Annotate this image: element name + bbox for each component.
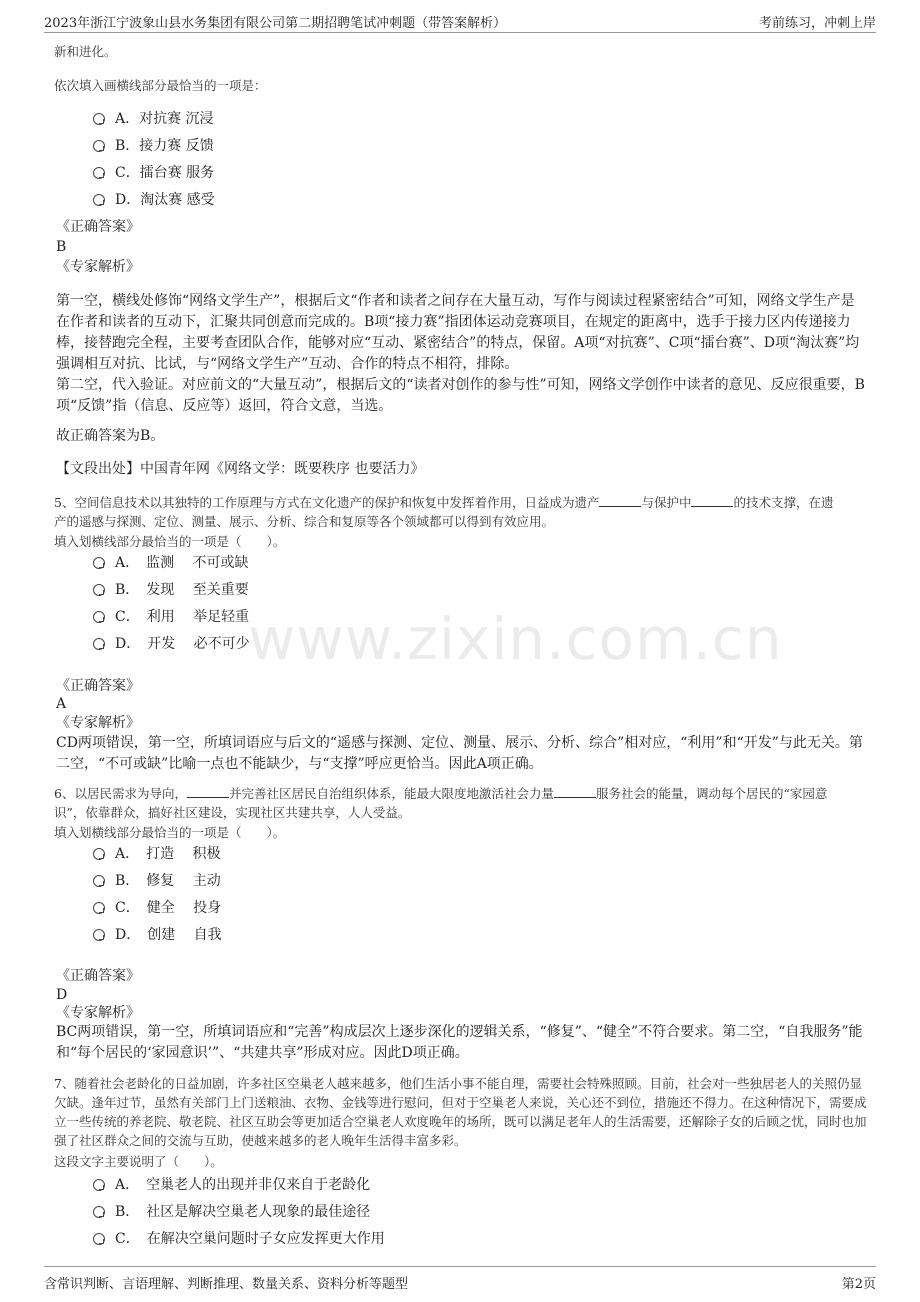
page-footer [44,1266,876,1293]
q4-option-c[interactable]: C．擂台赛 服务 [93,163,393,183]
q4-option-a[interactable]: A．对抗赛 沉浸 [93,109,393,129]
radio-icon[interactable] [93,902,105,914]
page-header [44,10,876,33]
q4-prompt: 依次填入画横线部分最恰当的一项是： [54,78,267,93]
radio-icon[interactable] [93,1179,105,1191]
radio-icon[interactable] [93,638,105,650]
q5-prompt: 填入划横线部分最恰当的一项是（ ）。 [54,534,286,549]
q6-analysis: BC两项错误，第一空，所填词语应和“完善”构成层次上逐步深化的逻辑关系，“修复”、“健全”不符合要求。第二空，“自我服务”能和“每个居民的‘家园意识’”、“共建共享”形成对应。因此D项正确。 [56,1024,863,1061]
q4-answer-label: 《正确答案》 [56,219,140,235]
q6-option-d[interactable]: D． 创建 自我 [93,925,393,945]
q5-option-d[interactable]: D． 开发 必不可少 [93,634,393,654]
q5-stem: 5、空间信息技术以其独特的工作原理与方式在文化遗产的保护和恢复中发挥着作用，日益成为遗产 与保护中 的技术支撑，在遗 产的遥感与探测、定位、测量、展示、分析、综合和复原等各个领域都可以得到有效应用。 [54,495,834,529]
blank [187,785,229,798]
q4-analysis-p2: 第二空，代入验证。对应前文的“大量互动”，根据后文的“读者对创作的参与性”可知，网络文学创作中读者的意见、反应很重要，B项“反馈”指（信息、反应等）返回，符合文意，当选。 [56,377,865,414]
radio-icon[interactable] [93,1206,105,1218]
blank [691,494,733,507]
radio-icon[interactable] [93,611,105,623]
q5-answer: A [56,696,67,712]
q7-prompt: 这段文字主要说明了（ ）。 [54,1154,223,1169]
q6-prompt: 填入划横线部分最恰当的一项是（ ）。 [54,825,286,840]
q5-analysis: CD两项错误，第一空，所填词语应与后文的“遥感与探测、定位、测量、展示、分析、综合”相对应，“利用”和“开发”与此无关。第二空，“不可或缺”比喻一点也不能缺少，与“支撑”呼应更恰当。因此A项正确。 [56,735,863,772]
q6-stem: 6、以居民需求为导向， 并完善社区居民自治组织体系，能最大限度地激活社会力量 服务社会的能量，调动每个居民的“家园意 识”，依靠群众，搞好社区建设，实现社区共建共享，人人受益。 [54,786,828,820]
radio-icon[interactable] [93,584,105,596]
q4-option-b[interactable]: B．接力赛 反馈 [93,136,393,156]
q5-analysis-label: 《专家解析》 [56,715,140,731]
radio-icon[interactable] [93,875,105,887]
q6-analysis-label: 《专家解析》 [56,1005,140,1021]
q5-option-b[interactable]: B． 发现 至关重要 [93,580,393,600]
radio-icon[interactable] [93,1233,105,1245]
header-slogan: 考前练习，冲刺上岸 [758,16,876,31]
q6-option-a[interactable]: A． 打造 积极 [93,844,393,864]
q4-analysis-label: 《专家解析》 [56,259,140,275]
q4-source: 【文段出处】中国青年网《网络文学：既要秩序 也要活力》 [56,461,425,477]
q5-answer-label: 《正确答案》 [56,678,140,694]
blank [599,494,641,507]
radio-icon[interactable] [93,140,105,152]
radio-icon[interactable] [93,848,105,860]
q4-conclusion: 故正确答案为B。 [56,428,165,444]
q5-option-c[interactable]: C． 利用 举足轻重 [93,607,393,627]
radio-icon[interactable] [93,167,105,179]
q6-option-b[interactable]: B． 修复 主动 [93,871,393,891]
q5-option-a[interactable]: A． 监测 不可或缺 [93,553,393,573]
blank [554,785,596,798]
q7-option-b[interactable]: B． 社区是解决空巢老人现象的最佳途径 [93,1202,493,1222]
q7-stem: 7、随着社会老龄化的日益加剧，许多社区空巢老人越来越多，他们生活小事不能自理，需要社会特殊照顾。目前，社会对一些独居老人的关照仍显欠缺。逢年过节，虽然有关部门上门送粮油、衣物、金钱等进行慰问，但对于空巢老人来说，关心还不到位，措施还不得力。在这种情况下，需要成立一些传统的养老院、敬老院、社区互助会等更加适合空巢老人欢度晚年的场所，既可以满足老年人的生活需要，还解除子女的后顾之忧，同时也加强了社区群众之间的交流与互助，使越来越多的老人晚年生活得丰富多彩。 [54,1076,867,1148]
q7-option-a[interactable]: A． 空巢老人的出现并非仅来自于老龄化 [93,1175,493,1195]
radio-icon[interactable] [93,557,105,569]
q6-answer-label: 《正确答案》 [56,968,140,984]
radio-icon[interactable] [93,929,105,941]
footer-topics: 含常识判断、言语理解、判断推理、数量关系、资料分析等题型 [44,1277,409,1292]
radio-icon[interactable] [93,194,105,206]
radio-icon[interactable] [93,113,105,125]
q6-option-c[interactable]: C． 健全 投身 [93,898,393,918]
q4-tail: 新和进化。 [54,44,117,59]
q4-analysis-p1: 第一空，横线处修饰“网络文学生产”，根据后文“作者和读者之间存在大量互动，写作与阅读过程紧密结合”可知，网络文学生产是在作者和读者的互动下，汇聚共同创意而完成的。B项“接力赛”指团体运动竞赛项目，在规定的距离中，选手于接力区内传递接力棒，接替跑完全程，主要考查团队合作，能够对应“互动、紧密结合”的特点，保留。A项“对抗赛”、C项“擂台赛”、D项“淘汰赛”均强调相互对抗、比试，与“网络文学生产”互动、合作的特点不相符，排除。 [56,293,860,372]
q4-answer: B [56,239,67,255]
q7-option-c[interactable]: C． 在解决空巢问题时子女应发挥更大作用 [93,1229,493,1249]
watermark: www.zixin.com.cn [248,605,783,673]
q4-option-d[interactable]: D．淘汰赛 感受 [93,190,393,210]
page-number: 第2页 [841,1277,876,1292]
q6-answer: D [56,987,68,1003]
document-title: 2023年浙江宁波象山县水务集团有限公司第二期招聘笔试冲刺题（带答案解析） [44,16,507,31]
